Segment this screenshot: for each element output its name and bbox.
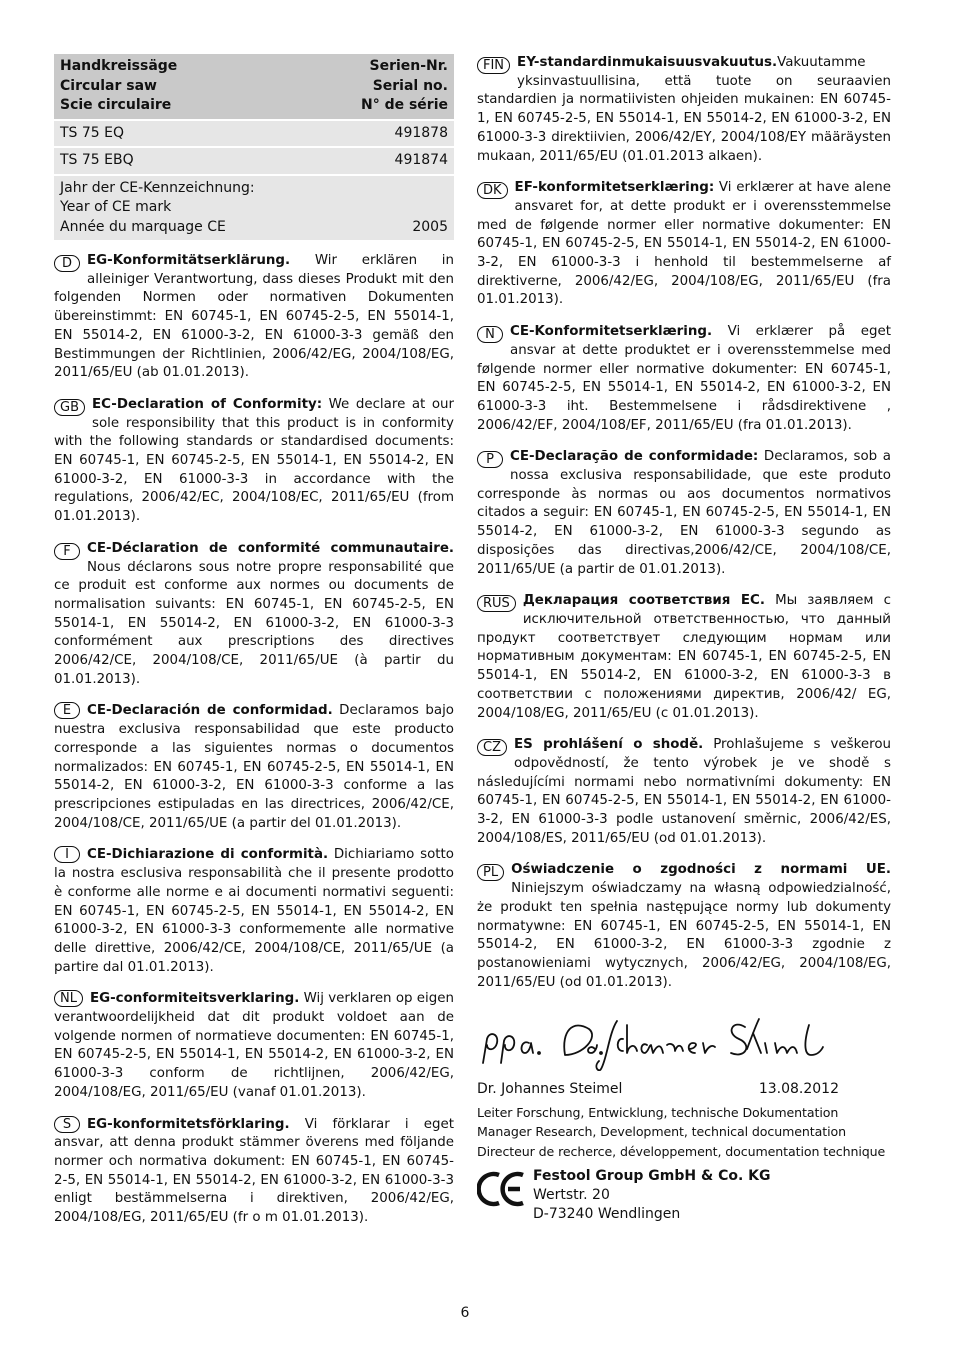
role-line: Leiter Forschung, Entwicklung, technische Dokumentation: [477, 1104, 839, 1120]
model-cell: TS 75 EQ: [54, 121, 324, 147]
declaration-it: [54, 846, 454, 977]
declaration-text: Vi erklærer at have alene ansvaret for, at dette produkt er i overensstemmelse med de følgende normer eller normative dokumenter: EN 60745-1, EN 60745-2-5, EN 55014-1, EN 55014-2, EN 61000-3-2, EN 61000-3-3 i henhold til bestemmelserne af direktiverne, 2006/42/EG, 2004/108/EG, 2011/65/EU (fra 01.01.2013).: [477, 180, 891, 308]
signer-line: [477, 1080, 839, 1099]
header-label: Handkreissäge: [60, 58, 178, 74]
language-badge: D: [54, 255, 80, 272]
declaration-heading: CE-Konformitetserklæring.: [510, 324, 713, 340]
declaration-text: Vi erklærer på eget ansvar at dette produktet er i overensstemmelse med følgende normer eller normative dokumenter: EN 60745-1, EN 60745-2-5, EN 55014-1, EN 55014-2, EN 61000-3-2, EN 61000-3-3 iht. Bestemmelsene i rådsdirektivene , 2006/42/EF, 2004/108/EF, 2011/65/EU (fra 01.01.2013).: [477, 324, 891, 433]
declaration-text: Prohlašujeme s veškerou odpovědností, že tento výrobek je ve shodě s následujícími normami nebo normativními dokumenty: EN 60745-1, EN 60745-2-5, EN 55014-1, EN 55014-2, EN 61000-3-2, EN 61000-3-3 podle ustanovení směrnic, 2006/42/ES, 2004/108/ES, 2011/65/EU (od 01.01.2013).: [477, 737, 892, 846]
right-column: [477, 54, 891, 1224]
declaration-dk: [477, 179, 891, 310]
ce-year-label: Jahr der CE-Kennzeichnung:: [60, 179, 255, 196]
declaration-heading: Oświadczenie o zgodności z normami UE.: [511, 862, 891, 878]
handwritten-signature: [477, 1015, 837, 1071]
language-badge: PL: [477, 864, 504, 881]
signer-name: Dr. Johannes Steimel: [477, 1081, 623, 1098]
product-table: [54, 52, 454, 242]
table-row: [54, 148, 454, 174]
declaration-no: [477, 323, 891, 435]
table-row: [54, 121, 454, 147]
language-badge: S: [54, 1116, 80, 1133]
table-header-row: [54, 54, 454, 119]
declaration-gb: [54, 396, 454, 527]
declaration-pt: [477, 448, 891, 579]
model-cell: TS 75 EBQ: [54, 148, 324, 174]
signature-date: 13.08.2012: [758, 1081, 839, 1098]
company-name: Festool Group GmbH & Co. KG: [533, 1168, 771, 1185]
declaration-heading: EG-konformitetsförklaring.: [87, 1116, 290, 1132]
role-line: Directeur de recherce, développement, documentation technique: [477, 1143, 886, 1159]
declaration-ru: [477, 592, 891, 723]
declaration-text: Wir erklären in alleiniger Verantwortung, dass dieses Produkt mit den folgenden Normen oder normativen Dokumenten übereinstimmt: EN 60745-1, EN 60745-2-5, EN 55014-1, EN 55014-2, EN 61000-3-2, EN 61000-3-3 gemäß den Bestimmungen der Richtlinien, 2006/42/EG, 2004/108/EG, 2011/65/EU (ab 01.01.2013).: [54, 253, 454, 381]
declaration-text: Vi förklarar i eget ansvar, att denna produkt stämmer överens med följande normer och normativa dokument: EN 60745-1, EN 60745-2-5, EN 55014-1, EN 55014-2, EN 61000-3-2, EN 61000-3-3 enligt bestämmelserna i direktiven, 2006/42/EG, 2004/108/EG, 2011/65/EU (fr o m 01.01.2013).: [54, 1116, 454, 1226]
declaration-es: [54, 702, 454, 833]
language-badge: F: [54, 543, 80, 560]
language-badge: FIN: [477, 57, 510, 74]
company-city: D-73240 Wendlingen: [533, 1206, 681, 1223]
declaration-text: Vakuutamme yksinvastuullisina, että tuote on seuraavien standardien ja normatiivisten ohjeiden mukainen: EN 60745-1, EN 60745-2-5, EN 55014-1, EN 55014-2, EN 61000-3-2, EN 61000-3-3 direktiivien, 2006/42/EY, 2004/108/EY määräysten mukaan, 2011/65/EU (01.01.2013 alkaen).: [477, 55, 891, 164]
company-street: Wertstr. 20: [533, 1187, 610, 1204]
declaration-nl: [54, 990, 454, 1102]
language-badge: E: [54, 702, 80, 719]
declaration-heading: CE-Déclaration de conformité communautaire.: [87, 540, 454, 556]
serial-cell: 491874: [324, 148, 454, 174]
ce-year-label: Année du marquage CE: [60, 218, 226, 235]
language-badge: I: [54, 846, 80, 863]
declaration-text: Мы заявляем с исключительной ответственностью, что данный продукт соответствует следующим нормам или нормативным документам: EN 60745-1, EN 60745-2-5, EN 55014-1, EN 55014-2, EN 61000-3-2, EN 61000-3-3 в соответствии с положениями директив, 2006/42/ EG, 2004/108/EG, 2011/65/EU (с 01.01.2013).: [477, 593, 891, 721]
declaration-heading: Декларация соответствия ЕС.: [522, 593, 765, 609]
declaration-pl: [477, 861, 891, 992]
company-block: [477, 1167, 891, 1224]
declaration-heading: EC-Declaration of Conformity:: [92, 396, 323, 412]
ce-year-value: 2005: [324, 176, 454, 241]
language-badge: GB: [54, 399, 85, 416]
declaration-text: We declare at our sole responsibility that this product is in conformity with the following standards or standardised documents: EN 60745-1, EN 60745-2-5, EN 55014-1, EN 55014-2, EN 61000-3-2, EN 61000-3-3 in accordance with the regulations, 2006/42/EC, 2004/108/EC, 2011/65/EU (from 01.01.2013).: [54, 396, 454, 525]
language-badge: NL: [54, 990, 83, 1007]
page-number: 6: [460, 1305, 470, 1321]
table-row: [54, 176, 454, 241]
declaration-cz: [477, 736, 891, 848]
header-label: Circular saw: [60, 77, 157, 94]
declaration-text: Declaramos, sob a nossa exclusiva responsabilidade, que este produto corresponde às normas ou aos documentos normativos citados a seguir: EN 60745-1, EN 60745-2-5, EN 55014-1, EN 55014-2, EN 61000-3-2, EN 61000-3-3 segundo as disposições das directivas,2006/42/CE, 2004/108/CE, 2011/65/UE (a partir de 01.01.2013).: [477, 449, 891, 577]
language-badge: CZ: [477, 739, 507, 756]
signer-roles: [477, 1103, 891, 1162]
declaration-heading: CE-Declaración de conformidad.: [87, 703, 333, 719]
declaration-text: Dichiariamo sotto la nostra esclusiva responsabilità che il presente prodotto è conforme alle norme e ai documenti normativi seguenti: EN 60745-1, EN 60745-2-5, EN 55014-1, EN 55014-2, EN 61000-3-2, EN 61000-3-3 conformemente alle normative delle direttive, 2006/42/CE, 2004/108/CE, 2011/65/UE (a partire dal 01.01.2013).: [54, 847, 454, 975]
header-label: Scie circulaire: [60, 97, 172, 113]
declaration-text: Niniejszym oświadczamy na własną odpowiedzialność, że produkt ten spełnia następujące normy lub dokumenty normatywne: EN 60745-1, EN 60745-2-5, EN 55014-1, EN 55014-2, EN 61000-3-2, EN 61000-3-3 zgodnie z postanowieniami wytycznych, 2006/42/EG, 2004/108/EG, 2011/65/EU (od 01.01.2013).: [477, 881, 891, 990]
language-badge: DK: [477, 182, 508, 199]
language-badge: N: [477, 326, 503, 343]
declaration-heading: CE-Declaração de conformidade:: [510, 449, 759, 465]
ce-mark-icon: [477, 1167, 529, 1211]
declaration-heading: EF-konformitetserklæring:: [514, 180, 715, 196]
declaration-heading: EY-standardinmukaisuusvakuutus.: [517, 55, 778, 70]
serial-cell: 491878: [324, 121, 454, 147]
left-column: [54, 54, 454, 1241]
declaration-fi: [477, 54, 891, 166]
ce-year-label: Year of CE mark: [60, 199, 172, 215]
declaration-heading: EG-Konformitätserklärung.: [87, 253, 291, 268]
header-serial-label: Serial no.: [372, 77, 448, 94]
declaration-text: Wij verklaren op eigen verantwoordelijkheid dat dit produkt voldoet aan de volgende normen of normatieve documenten: EN 60745-1, EN 60745-2-5, EN 55014-1, EN 55014-2, EN 61000-3-2, EN 61000-3-3 conform de richtlijnen, 2006/42/EG, 2004/108/EG, 2011/65/EU (vanaf 01.01.2013).: [54, 991, 454, 1100]
declaration-de: [54, 252, 454, 383]
language-badge: P: [477, 451, 503, 468]
declaration-text: Declaramos bajo nuestra exclusiva responsabilidad que este producto corresponde a las siguientes normas o documentos normalizados: EN 60745-1, EN 60745-2-5, EN 55014-1, EN 55014-2, EN 61000-3-2, EN 61000-3-3 conforme a las prescripciones estipuladas en las directrices, 2006/42/CE, 2004/108/CE, 2011/65/UE (a partir del 01.01.2013).: [54, 703, 454, 831]
declaration-fr: [54, 540, 454, 690]
declaration-text: Nous déclarons sous notre propre responsabilité que ce produit est conforme aux normes ou documents de normalisation suivants: EN 60745-1, EN 60745-2-5, EN 55014-1, EN 55014-2, EN 61000-3-2, EN 61000-3-3 conformément aux prescriptions des directives 2006/42/CE, 2004/108/CE, 2011/65/UE (à partir du 01.01.2013).: [54, 559, 454, 687]
declaration-heading: ES prohlášení o shodě.: [513, 737, 704, 753]
header-serial-label: N° de série: [360, 97, 448, 113]
declaration-heading: CE-Dichiarazione di conformità.: [87, 847, 329, 863]
language-badge: RUS: [477, 595, 516, 612]
role-line: Manager Research, Development, technical documentation: [477, 1124, 846, 1140]
header-serial-label: Serien-Nr.: [369, 58, 448, 74]
declaration-heading: EG-conformiteitsverklaring.: [89, 991, 300, 1007]
declaration-se: [54, 1116, 454, 1228]
